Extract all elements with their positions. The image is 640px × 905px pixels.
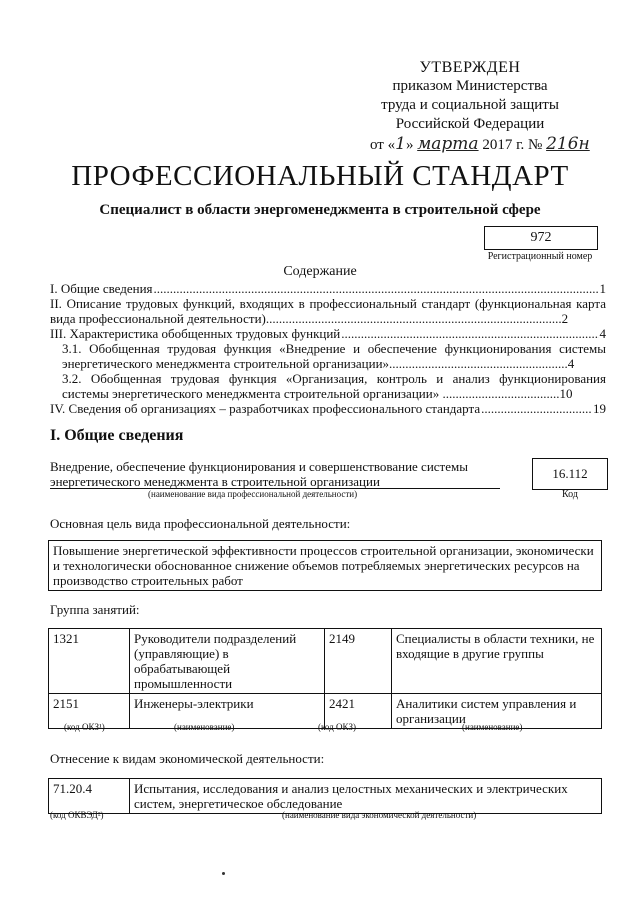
caption-okved-name: (наименование вида экономической деятельности) <box>282 810 477 820</box>
date-day-handwritten: 1 <box>395 134 406 154</box>
approval-line-1: приказом Министерства <box>392 78 548 94</box>
toc-item-text: III. Характеристика обобщенных трудовых функций <box>50 326 341 341</box>
approval-date-line <box>370 134 590 154</box>
caption-okved-code: (код ОКВЭД²) <box>50 810 104 820</box>
occupation-group-label: Группа занятий: <box>50 602 140 617</box>
toc-item-page: 2 <box>561 311 569 326</box>
occupation-code: 2421 <box>325 694 392 729</box>
occupation-name: Инженеры-электрики <box>130 694 325 729</box>
toc-item-page: 1 <box>599 281 606 296</box>
toc-item-text: 3.2. Обобщенная трудовая функция «Организация, контроль и анализ функционирования системы энергетического менеджмента строительной организации» <box>62 371 606 401</box>
registration-label: Регистрационный номер <box>487 251 593 262</box>
caption-okz-code-2: (код ОКЗ) <box>318 722 356 732</box>
toc-item-text: 3.1. Обобщенная трудовая функция «Внедрение и обеспечение функционирования системы энергетического менеджмента строительной организации» <box>62 341 606 371</box>
approval-heading: УТВЕРЖДЕН <box>419 59 521 76</box>
document-subtitle: Специалист в области энергоменеджмента в строительной сфере <box>99 202 541 218</box>
occupation-code: 2151 <box>49 694 130 729</box>
toc-leader: ........................................................................................... <box>265 311 562 326</box>
activity-code-caption: Код <box>562 489 578 500</box>
activity-code-box: 16.112 <box>532 458 608 490</box>
activity-name: Внедрение, обеспечение функционирования и совершенствование системы энергетического менеджмента в строительной организации <box>50 459 468 489</box>
approval-block <box>352 58 588 134</box>
table-row <box>49 779 602 814</box>
toc-item[interactable] <box>50 341 606 371</box>
caption-name: (наименование) <box>174 722 235 732</box>
occupation-name: Специалисты в области техники, не входящие в другие группы <box>392 629 602 694</box>
okved-code: 71.20.4 <box>49 779 130 814</box>
table-of-contents <box>50 281 606 416</box>
activity-caption: (наименование вида профессиональной деятельности) <box>148 489 358 499</box>
date-prefix: от « <box>370 137 396 153</box>
toc-item[interactable] <box>50 401 606 416</box>
toc-item-text: I. Общие сведения <box>50 281 153 296</box>
goal-label: Основная цель вида профессиональной деятельности: <box>50 516 351 531</box>
caption-okz-code: (код ОКЗ¹) <box>64 722 105 732</box>
toc-item[interactable] <box>50 281 606 296</box>
toc-item-text: IV. Сведения об организациях – разработчиках профессионального стандарта <box>50 401 481 416</box>
toc-leader: ....................................................... <box>389 356 568 371</box>
toc-item-text: II. Описание трудовых функций, входящих в профессиональный стандарт (функциональная карта вида профессиональной деятельности) <box>50 296 606 326</box>
occupation-name: Руководители подразделений (управляющие) в обрабатывающей промышленности <box>130 629 325 694</box>
toc-item[interactable] <box>50 326 606 341</box>
toc-title: Содержание <box>283 264 357 279</box>
okved-name: Испытания, исследования и анализ целостных механических и электрических систем, энергетическое обследование <box>130 779 602 814</box>
toc-leader <box>154 281 599 296</box>
economic-activity-label: Отнесение к видам экономической деятельности: <box>50 751 325 766</box>
order-number-handwritten: 216н <box>546 134 590 154</box>
toc-leader <box>481 401 592 416</box>
date-year: 2017 г. № <box>482 137 543 153</box>
approval-line-2: труда и социальной защиты <box>381 97 559 113</box>
occupation-name: Аналитики систем управления и организации <box>392 694 602 729</box>
toc-item-page: 19 <box>593 401 606 416</box>
toc-item-page: 4 <box>599 326 606 341</box>
occupation-code: 1321 <box>49 629 130 694</box>
toc-item-page: 10 <box>559 386 573 401</box>
toc-leader <box>341 326 598 341</box>
section-heading: I. Общие сведения <box>50 427 184 444</box>
date-month-handwritten: марта <box>417 134 479 154</box>
toc-item[interactable] <box>50 371 606 401</box>
caption-name-2: (наименование) <box>462 722 523 732</box>
occupation-code: 2149 <box>325 629 392 694</box>
approval-line-3: Российской Федерации <box>395 116 545 132</box>
scan-speck <box>222 872 225 875</box>
document-title: ПРОФЕССИОНАЛЬНЫЙ СТАНДАРТ <box>71 160 569 192</box>
date-mid: » <box>405 137 414 153</box>
goal-text-box: Повышение энергетической эффективности процессов строительной организации, экономически и технологически обоснованное снижение объемов потребляемых энергетических ресурсов на производство строительных работ <box>48 540 602 591</box>
toc-leader: .................................... <box>439 386 560 401</box>
economic-activity-table <box>48 778 602 814</box>
table-row <box>49 629 602 694</box>
toc-item-page: 4 <box>567 356 575 371</box>
toc-item[interactable] <box>50 296 606 326</box>
registration-number-box: 972 <box>484 226 598 250</box>
occupation-group-table <box>48 628 602 729</box>
